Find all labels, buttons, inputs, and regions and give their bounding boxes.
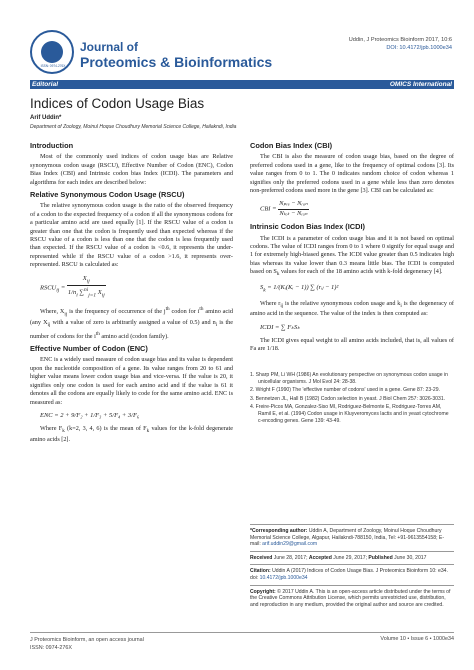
intro-paragraph: Most of the commonly used indices of codon usage bias are Relative synonymous codon usage (RSCU), Effective Number of Codon (ENC), Codon Bias Index (CBI) and Intrinsic codon bias Index (ICDI). The parameters and algorithms for each index are described below: bbox=[30, 153, 233, 186]
article-dates: Received June 28, 2017; Accepted June 29, 2017; Published June 30, 2017 bbox=[250, 554, 427, 561]
enc-where-paragraph: Where $F_k$ (k=2, 3, 4, 6) is the mean of $F_k$ values for the k-fold degenerate amino acids [2]. bbox=[30, 425, 233, 443]
icdi-paragraph: The ICDI is a parameter of codon usage bias and it is not based on optimal codons. The value of ICDI ranges from 0 to 1 where 0 signify for equal usage and 1 for extremely high-biased genes. The ICDI value greater than 0.5 indicates high bias whereas its value lower than 0.3 means little bias. The ICDI is computed based on $S_k$ values for each of the 18 amino acids with k-fold degeneracy [4]. bbox=[250, 234, 454, 278]
citation-text: Uddin, J Proteomics Bioinform 2017, 10:6 bbox=[348, 37, 452, 43]
corresponding-author: *Corresponding author: Uddin A, Department of Zoology, Moinul Hoque Choudhury Memorial Science College, Algapur, Hailakndi-788150, India, Tel: +91-9613554158; E-mail: arif.uddin29@gmail.com bbox=[250, 528, 445, 548]
right-column bbox=[250, 138, 454, 356]
cbi-equation: CBI = $\frac{\text{Nₚᵣₑ − Nᵣₐₙ}}{\text{Nₜₒₜ − Nᵣₐₙ}}$ bbox=[260, 200, 308, 217]
logo-emblem bbox=[41, 41, 63, 63]
cbi-paragraph: The CBI is also the measure of codon usage bias, based on the degree of preferred codons used in a gene, like to the frequency of optimal codons [3]. Its value ranges from 0 to 1. The 0 indicates random choice of codon whereas 1 signifies only the preferred codons used in a gene while less than zero denotes non-preferred codons used more in the gene [3]. CBI can be calculated as: bbox=[250, 153, 454, 195]
footer-journal: J Proteomics Bioinform, an open access journal bbox=[30, 637, 144, 643]
rscu-equation: $RSCU_{ij}$ = $\frac{X_{ij}}{1/n_i \sum^{ni}_{j=1} X_{ij}}$ bbox=[40, 274, 105, 299]
doi-link[interactable]: DOI: 10.4172/jpb.1000e34 bbox=[386, 45, 452, 51]
citation-block: Citation: Uddin A (2017) Indices of Codon Usage Bias. J Proteomics Bioinform 10: e34. doi: 10.4172/jpb.1000e34 bbox=[250, 568, 448, 581]
sk-where-paragraph: Where $r_{ij}$ is the relative synonymous codon usage and $k_i$ is the degeneracy of amino acid in the sequence. The value of the index is then computed as: bbox=[250, 299, 454, 318]
rscu-heading: Relative Synonymous Codon Usage (RSCU) bbox=[30, 190, 185, 200]
header-citation bbox=[349, 36, 452, 52]
enc-heading: Effective Number of Codon (ENC) bbox=[30, 344, 148, 354]
left-column bbox=[30, 138, 233, 446]
divider bbox=[250, 564, 454, 565]
journal-logo bbox=[30, 30, 74, 74]
reference-item: 1. Sharp PM, Li WH (1986) An evolutionary perspective on synonymous codon usage in unicellular organisms. J Mol Evol 24: 28-38. bbox=[250, 372, 448, 385]
footer-volume: Volume 10 • Issue 6 • 1000e34 bbox=[380, 636, 454, 642]
journal-title-line1: Journal of bbox=[80, 40, 139, 54]
icdi-final-paragraph: The ICDI gives equal weight to all amino acids included, that is, all values of Fa are 1/18. bbox=[250, 337, 454, 353]
logo-issn: ISSN: 0974-276X bbox=[40, 64, 66, 68]
author-name: Arif Uddin* bbox=[30, 115, 62, 121]
enc-paragraph: ENC is a widely used measure of codon usage bias and its value is dependent upon the nucleotide composition of a gene. Its value ranges from 20 to 61 and higher value means lower codon usage bias and vice-versa. If the value is 20, it signifies only one codon is used for each amino acid and if the value is 61 it denotes all the codons are equally likely to code for the same amino acid. ENC is measured as: bbox=[30, 356, 233, 406]
sk-equation: $S_k$ = 1/(Kᵢ(Kᵢ − 1)) ∑ (rᵢⱼ − 1)² bbox=[260, 283, 339, 294]
rscu-paragraph: The relative synonymous codon usage is the ratio of the observed frequency of a codon to the expected frequency of a codon if all the synonymous codons for a particular amino acid are used equally [1]. If the RSCU value of a codon is greater than one that the codon is frequently used than expected whereas if the RSCU value of a codon is less than one that the codon is less frequently used than expected. If the RSCU value of a codon is <0.6, it represents the under-represented while if the RSCU value of a codon >1.6, it represents over-represented. RSCU is calculated as: bbox=[30, 202, 233, 269]
section-bar bbox=[30, 80, 454, 89]
page-footer bbox=[30, 632, 454, 651]
icdi-heading: Intrinsic Codon Bias Index (ICDI) bbox=[250, 222, 365, 232]
citation-doi-link[interactable]: 10.4172/jpb.1000e34 bbox=[259, 574, 308, 581]
publisher-label: OMICS International bbox=[389, 81, 452, 88]
divider bbox=[250, 551, 454, 552]
author-affiliation: Department of Zoology, Moinul Hoque Choudhury Memorial Science College, Hailakndi, India bbox=[30, 124, 237, 130]
reference-item: 2. Wright F (1990) The 'effective number of codons' used in a gene. Gene 87: 23-29. bbox=[250, 387, 440, 394]
footer-issn: ISSN: 0974-276X bbox=[30, 645, 72, 651]
divider bbox=[250, 585, 454, 586]
divider bbox=[250, 524, 454, 525]
enc-equation: ENC = 2 + 9/F₂ + 1/F₃ + 5/F₄ + 3/F₆ bbox=[40, 411, 140, 419]
article-title: Indices of Codon Usage Bias bbox=[30, 96, 205, 111]
reference-list bbox=[250, 372, 454, 426]
article-type-label: Editorial bbox=[32, 81, 59, 88]
icdi-equation: ICDI = ∑ FₖSₖ bbox=[260, 323, 301, 331]
cbi-heading: Codon Bias Index (CBI) bbox=[250, 141, 333, 150]
journal-title-line2: Proteomics & Bioinformatics bbox=[80, 54, 273, 70]
reference-item: 3. Bennetzen JL, Hall B (1982) Codon selection in yeast. J Biol Chem 257: 3026-3031. bbox=[250, 395, 446, 402]
footer-left bbox=[30, 636, 144, 652]
email-link[interactable]: arif.uddin29@gmail.com bbox=[262, 541, 318, 548]
copyright-block: Copyright: © 2017 Uddin A. This is an open-access article distributed under the terms of the Creative Commons Attribution License, which permits unrestricted use, distribution, and reproduction in any medium, provided the original author and source are credited. bbox=[250, 588, 451, 608]
rscu-where-paragraph: Where, $X_{ij}$ is the frequency of occurrence of the $j^{th}$ codon for $i^{th}$ amino acid (any $X_{ij}$ with a value of zero is arbitrarily assigned a value of 0.5) and $n_i$ is the number of codons for the $i^{th}$ amino acid (codon family). bbox=[30, 306, 234, 340]
reference-item: 4. Freire-Picos MA, Gonzalez-Siso MI, Rodriguez-Belmonte E, Rodriguez-Torres AM, Ramil E, et al. (1994) Codon usage in Kluyveromyces lactis and in yeast cytochrome c-encoding genes. Gene 139: 43-49. bbox=[250, 404, 449, 424]
correspondence-block bbox=[250, 528, 454, 611]
intro-heading: Introduction bbox=[30, 141, 74, 150]
